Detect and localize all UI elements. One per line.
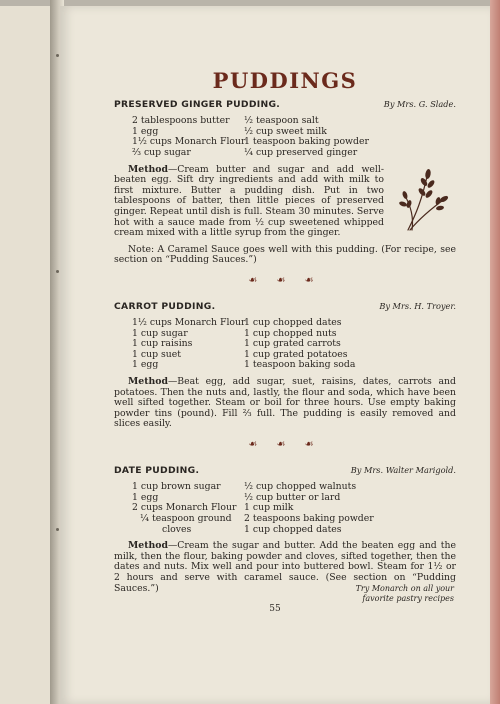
promo-line: favorite pastry recipes	[362, 594, 454, 603]
section-divider: ☙ ☙ ☙	[248, 274, 322, 286]
recipe-date-pudding	[114, 465, 456, 595]
method-text: —Beat egg, add sugar, suet, raisins, dates, carrots and potatoes. Then the nuts and, lastly, the flour and soda, which have been well sifted together. Steam or boil for three hours. Use empty baking powder tins (pound). Fill ⅔ full. The pudding is easily removed and slices easily.	[114, 376, 456, 430]
ingredient-list	[132, 318, 456, 371]
wheat-sprig-icon	[398, 164, 454, 234]
ingredient-column-right	[244, 116, 369, 158]
ingredient: 2 tablespoons butter	[132, 115, 230, 127]
page-number: 55	[269, 604, 281, 614]
ingredient: ¼ teaspoon ground	[140, 513, 232, 524]
ingredient: ⅔ cup sugar	[132, 146, 191, 158]
ingredient-list	[132, 116, 456, 158]
method-label: Method	[128, 540, 168, 552]
ingredient: 1 egg	[132, 359, 159, 371]
recipe-author: By Mrs. G. Slade.	[383, 98, 456, 109]
promo-text	[324, 584, 454, 604]
ingredient-column-left	[132, 482, 244, 535]
recipe-author: By Mrs. Walter Marigold.	[350, 464, 456, 475]
book-cover-edge	[490, 0, 500, 704]
recipe-header	[114, 301, 456, 313]
ingredient: ½ cup butter or lard	[244, 491, 341, 503]
ingredient: ¼ cup preserved ginger	[244, 146, 358, 158]
ingredient: ½ cup sweet milk	[244, 125, 327, 137]
method-label: Method	[128, 376, 168, 388]
page-content	[114, 68, 456, 600]
recipe-header	[114, 465, 456, 477]
section-divider: ☙ ☙ ☙	[248, 439, 322, 451]
ingredient: ½ cup chopped walnuts	[244, 481, 357, 493]
ingredient: 1 cup grated potatoes	[244, 348, 348, 360]
ingredient-column-left	[132, 318, 244, 371]
ingredient: 1½ cups Monarch Flour	[132, 317, 246, 329]
method-text: —Cream the sugar and butter. Add the beaten egg and the milk, then the flour, baking powder and cloves, sifted together, then the dates and nuts. Mix well and pour into buttered bowl. Steam for 1½ or 2 hours and serve with caramel sauce. (See section on “Pudding Sauces.”)	[114, 540, 456, 594]
ingredient: 1 cup brown sugar	[132, 481, 221, 493]
binding-stitch	[56, 54, 59, 57]
recipe-title: CARROT PUDDING.	[114, 300, 216, 312]
ingredient: 1 cup chopped dates	[244, 317, 342, 329]
ingredient: 1 cup raisins	[132, 338, 193, 350]
ingredient: 2 teaspoons baking powder	[244, 513, 374, 524]
page-title: PUDDINGS	[212, 68, 358, 93]
ingredient-column-right	[244, 318, 355, 371]
binding-stitch	[56, 528, 59, 531]
recipe-title: PRESERVED GINGER PUDDING.	[114, 98, 281, 110]
ingredient: ½ teaspoon salt	[244, 115, 319, 127]
ingredient: 1 cup sugar	[132, 327, 188, 339]
recipe-method	[114, 377, 456, 430]
recipe-carrot-pudding	[114, 301, 456, 431]
ingredient: 2 cups Monarch Flour	[132, 502, 237, 514]
method-text: —Cream butter and sugar and add well-beaten egg. Sift dry ingredients and add with milk to first mixture. Butter a pudding dish. Put in two tablespoons of batter, then little pieces of preserved ginger. Repeat until dish is full. Steam 30 minutes. Serve hot with a sauce made from ½ cup sweetened whipped cream mixed with a little syrup from the ginger.	[114, 163, 384, 239]
ingredient-column-right	[244, 482, 374, 535]
ingredient: 1 cup chopped dates	[244, 523, 342, 535]
ingredient: 1½ cups Monarch Flour	[132, 136, 246, 148]
ingredient: 1 cup chopped nuts	[244, 327, 337, 339]
ingredient: 1 egg	[132, 125, 159, 137]
ingredient-list	[132, 482, 456, 535]
recipe-method	[114, 165, 384, 239]
binding-stitch	[56, 270, 59, 273]
ingredient: 1 teaspoon baking powder	[244, 136, 369, 148]
ingredient: 1 egg	[132, 491, 159, 503]
promo-line: Try Monarch on all your	[355, 584, 454, 593]
ingredient: 1 cup suet	[132, 348, 181, 360]
book-page	[60, 6, 490, 704]
recipe-note: Note: A Caramel Sauce goes well with this pudding. (For recipe, see section on “Pudding Sauces.”)	[114, 243, 456, 266]
left-page-edge	[0, 6, 55, 704]
ingredient: cloves	[162, 523, 192, 535]
ingredient: 1 cup milk	[244, 502, 294, 514]
recipe-title: DATE PUDDING.	[114, 464, 200, 476]
ingredient: 1 teaspoon baking soda	[244, 359, 356, 371]
ingredient: 1 cup grated carrots	[244, 338, 341, 350]
recipe-author: By Mrs. H. Troyer.	[379, 300, 456, 311]
method-label: Method	[128, 163, 168, 175]
recipe-header	[114, 99, 456, 111]
ingredient-column-left	[132, 116, 244, 158]
